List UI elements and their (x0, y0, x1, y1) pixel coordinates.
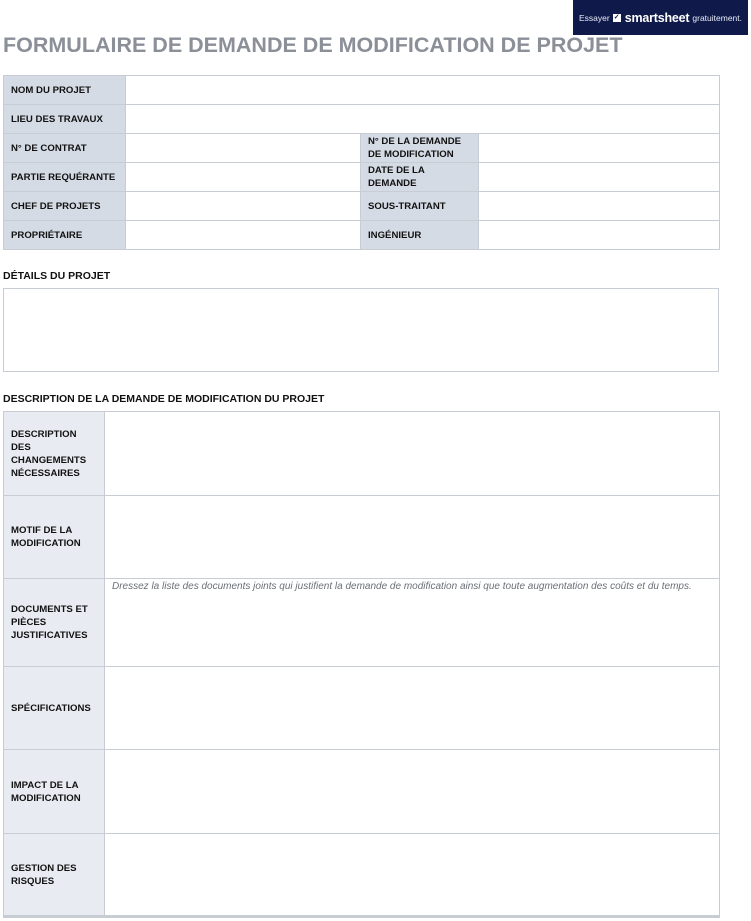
table-row (4, 834, 720, 917)
project-name-field[interactable] (126, 76, 720, 105)
project-manager-label: CHEF DE PROJETS (4, 192, 126, 221)
work-location-label: LIEU DES TRAVAUX (4, 105, 126, 134)
smartsheet-logo-icon: ✓ (613, 13, 620, 21)
project-name-label: NOM DU PROJET (4, 76, 126, 105)
table-row (4, 163, 720, 192)
impact-label: IMPACT DE LA MODIFICATION (4, 750, 105, 834)
table-row (4, 134, 720, 163)
change-description-heading: DESCRIPTION DE LA DEMANDE DE MODIFICATION DU PROJET (3, 393, 325, 405)
request-date-label: DATE DE LA DEMANDE (361, 163, 479, 192)
risk-label: GESTION DES RISQUES (4, 834, 105, 917)
banner-prefix: Essayer (578, 12, 610, 23)
owner-label: PROPRIÉTAIRE (4, 221, 126, 250)
banner-suffix: gratuitement. (692, 12, 743, 23)
changes-field[interactable] (105, 412, 720, 496)
impact-field[interactable] (105, 750, 720, 834)
project-details-heading: DÉTAILS DU PROJET (3, 270, 111, 282)
documents-hint: Dressez la liste des documents joints qui justifient la demande de modification ainsi que toute augmentation des coûts et du temps. (112, 581, 692, 592)
subcontractor-field[interactable] (479, 192, 720, 221)
project-manager-field[interactable] (126, 192, 361, 221)
table-row (4, 221, 720, 250)
changes-label: DESCRIPTION DES CHANGEMENTS NÉCESSAIRES (4, 412, 105, 496)
engineer-field[interactable] (479, 221, 720, 250)
table-row (4, 76, 720, 105)
documents-label: DOCUMENTS ET PIÈCES JUSTIFICATIVES (4, 579, 105, 667)
request-no-label: N° DE LA DEMANDE DE MODIFICATION (361, 134, 479, 163)
project-details-field[interactable] (3, 288, 719, 372)
smartsheet-trial-banner[interactable] (573, 0, 748, 35)
change-description-table (3, 411, 720, 918)
project-info-table (3, 75, 720, 250)
table-row (4, 192, 720, 221)
requesting-party-field[interactable] (126, 163, 361, 192)
request-date-field[interactable] (479, 163, 720, 192)
reason-field[interactable] (105, 496, 720, 579)
work-location-field[interactable] (126, 105, 720, 134)
documents-field[interactable] (105, 579, 720, 667)
table-row (4, 412, 720, 496)
table-row (4, 750, 720, 834)
contract-no-label: N° DE CONTRAT (4, 134, 126, 163)
table-row (4, 105, 720, 134)
page-title: FORMULAIRE DE DEMANDE DE MODIFICATION DE PROJET (3, 33, 623, 57)
specifications-field[interactable] (105, 667, 720, 750)
subcontractor-label: SOUS-TRAITANT (361, 192, 479, 221)
reason-label: MOTIF DE LA MODIFICATION (4, 496, 105, 579)
engineer-label: INGÉNIEUR (361, 221, 479, 250)
requesting-party-label: PARTIE REQUÉRANTE (4, 163, 126, 192)
table-row (4, 579, 720, 667)
banner-brand: smartsheet (624, 10, 690, 25)
table-row (4, 496, 720, 579)
contract-no-field[interactable] (126, 134, 361, 163)
table-row (4, 667, 720, 750)
owner-field[interactable] (126, 221, 361, 250)
risk-field[interactable] (105, 834, 720, 917)
request-no-field[interactable] (479, 134, 720, 163)
specifications-label: SPÉCIFICATIONS (4, 667, 105, 750)
